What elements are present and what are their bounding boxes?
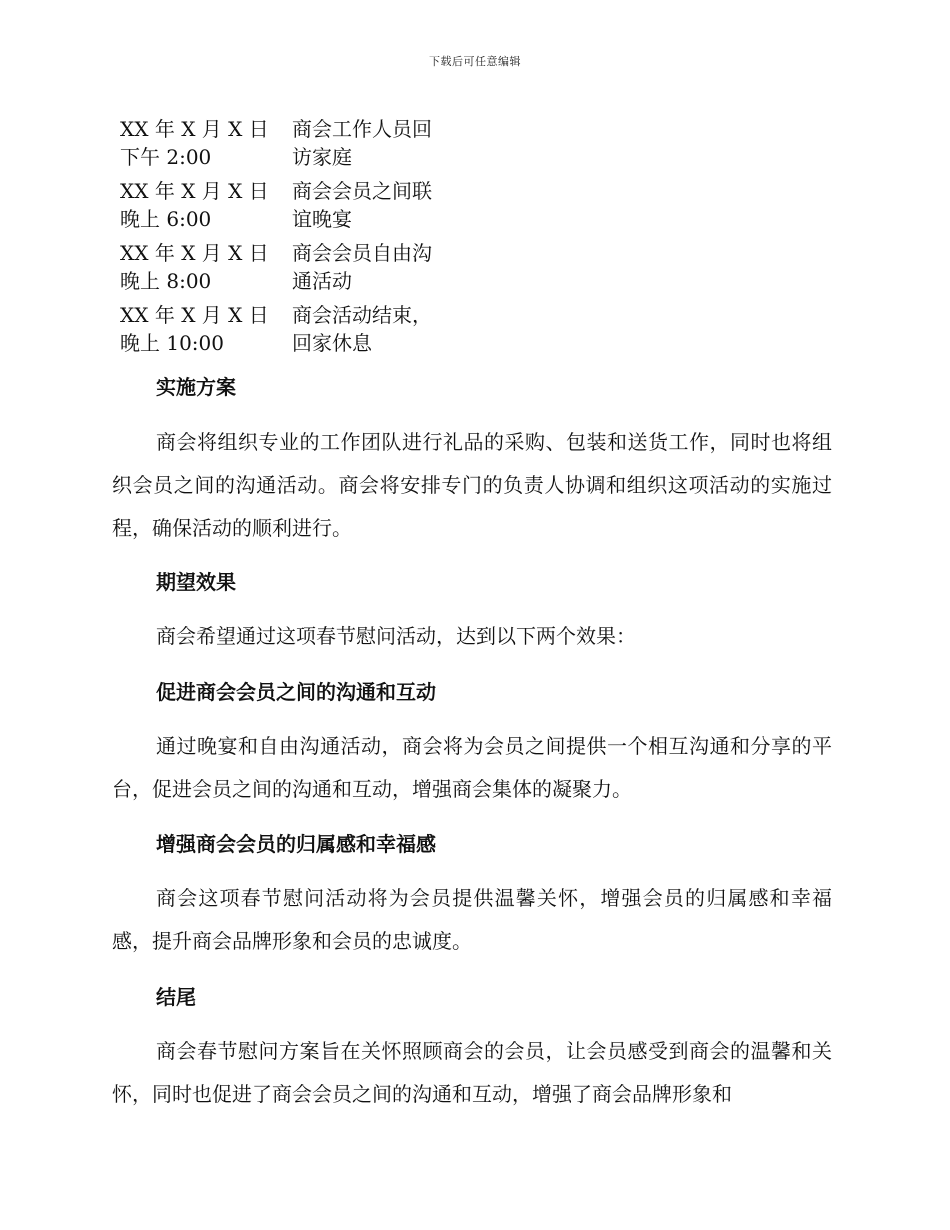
effects-heading: 期望效果: [156, 570, 236, 594]
schedule-date-line1: XX 年 X 月 X 日: [120, 179, 269, 203]
effect1-heading: 促进商会会员之间的沟通和互动: [156, 680, 436, 704]
schedule-date-line2: 下午 2:00: [120, 145, 212, 169]
schedule-date: [120, 301, 292, 363]
implementation-paragraph: 商会将组织专业的工作团队进行礼品的采购、包装和送货工作，同时也将组织会员之间的沟通活动。商会将安排专门的负责人协调和组织这项活动的实施过程，确保活动的顺利进行。: [112, 430, 832, 540]
schedule-date-line1: XX 年 X 月 X 日: [120, 303, 269, 327]
ending-paragraph: 商会春节慰问方案旨在关怀照顾商会的会员，让会员感受到商会的温馨和关怀，同时也促进了商会会员之间的沟通和互动，增强了商会品牌形象和: [112, 1039, 832, 1106]
schedule-event: 商会工作人员回访家庭: [292, 117, 432, 169]
schedule-table: [120, 115, 440, 363]
schedule-event: 商会活动结束，回家休息: [292, 303, 432, 355]
schedule-row: [120, 115, 440, 177]
schedule-date: [120, 177, 292, 239]
header-note: 下载后可任意编辑: [429, 55, 521, 68]
schedule-row: [120, 239, 440, 301]
effects-paragraph: 商会希望通过这项春节慰问活动，达到以下两个效果：: [156, 624, 636, 648]
effect2-paragraph: 商会这项春节慰问活动将为会员提供温馨关怀，增强会员的归属感和幸福感，提升商会品牌形象和会员的忠诚度。: [112, 886, 832, 953]
schedule-date-line1: XX 年 X 月 X 日: [120, 117, 269, 141]
effect2-heading: 增强商会会员的归属感和幸福感: [156, 832, 436, 856]
schedule-date-line2: 晚上 8:00: [120, 269, 212, 293]
schedule-date-line2: 晚上 10:00: [120, 331, 224, 355]
implementation-heading: 实施方案: [156, 375, 236, 399]
schedule-date-line1: XX 年 X 月 X 日: [120, 241, 269, 265]
schedule-event: 商会会员自由沟通活动: [292, 241, 432, 293]
schedule-event: 商会会员之间联谊晚宴: [292, 179, 432, 231]
ending-heading: 结尾: [156, 985, 196, 1009]
schedule-date: [120, 115, 292, 177]
schedule-row: [120, 177, 440, 239]
schedule-date-line2: 晚上 6:00: [120, 207, 212, 231]
effect1-paragraph: 通过晚宴和自由沟通活动，商会将为会员之间提供一个相互沟通和分享的平台，促进会员之间的沟通和互动，增强商会集体的凝聚力。: [112, 734, 832, 801]
schedule-date: [120, 239, 292, 301]
schedule-row: [120, 301, 440, 363]
